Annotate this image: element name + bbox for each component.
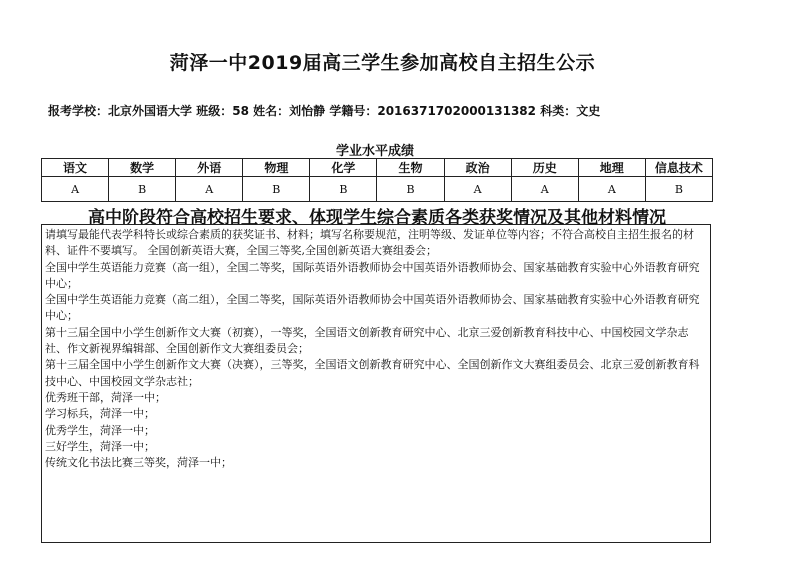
subject-header: 外语: [176, 159, 243, 177]
grade-cell: B: [243, 177, 310, 202]
subject-header: 数学: [109, 159, 176, 177]
category-value: 文史: [576, 104, 601, 118]
grade-cell: B: [377, 177, 444, 202]
award-line: 第十三届全国中小学生创新作文大赛（决赛），三等奖，全国语文创新教育研究中心、全国创新作文大赛组委员会、北京三爱创新教育科技中心、中国校园文学杂志社；: [45, 358, 700, 388]
grade-cell: B: [645, 177, 712, 202]
student-id-value: 2016371702000131382: [377, 104, 537, 118]
award-line: 全国中学生英语能力竞赛（高二组），全国二等奖，国际英语外语教师协会中国英语外语教师协会、国家基础教育实验中心外语教育研究中心；: [45, 293, 700, 323]
subject-header: 历史: [511, 159, 578, 177]
page-title: 菏泽一中2019届高三学生参加高校自主招生公示: [169, 52, 596, 74]
award-line: 学习标兵，菏泽一中；: [45, 407, 155, 421]
subject-header: 化学: [310, 159, 377, 177]
name-value: 刘怡静: [289, 104, 326, 118]
award-line: 第十三届全国中小学生创新作文大赛（初赛），一等奖，全国语文创新教育研究中心、北京三爱创新教育科技中心、中国校园文学杂志社、作文新视界编辑部、全国创新作文大赛组委员会；: [45, 325, 689, 356]
award-line: 三好学生，菏泽一中；: [45, 439, 155, 453]
subject-header: 语文: [42, 159, 109, 177]
subject-header: 生物: [377, 159, 444, 177]
grade-cell: A: [511, 177, 578, 202]
award-line: 优秀学生，菏泽一中；: [45, 423, 155, 437]
subject-header: 信息技术: [645, 159, 712, 177]
category-label: 科类：: [540, 104, 577, 118]
scores-caption: 学业水平成绩: [335, 144, 414, 159]
name-label: 姓名：: [253, 104, 290, 118]
student-id-label: 学籍号：: [329, 104, 378, 118]
award-line: 传统文化书法比赛三等奖，菏泽一中；: [45, 456, 232, 470]
grade-cell: A: [176, 177, 243, 202]
class-value: 58: [232, 104, 249, 118]
grade-cell: A: [444, 177, 511, 202]
award-line: 全国中学生英语能力竞赛（高一组），全国二等奖，国际英语外语教师协会中国英语外语教师协会、国家基础教育实验中心外语教育研究中心；: [45, 260, 700, 290]
scores-table: [41, 158, 713, 202]
grade-cell: B: [109, 177, 176, 202]
awards-box: [41, 224, 711, 543]
subjects-row: [42, 159, 713, 177]
school-value: 北京外国语大学: [108, 104, 193, 118]
grade-cell: B: [310, 177, 377, 202]
student-info: [48, 102, 600, 119]
class-label: 班级：: [196, 104, 233, 118]
school-label: 报考学校：: [48, 104, 109, 118]
subject-header: 政治: [444, 159, 511, 177]
grade-cell: A: [578, 177, 645, 202]
grade-cell: A: [42, 177, 109, 202]
subject-header: 物理: [243, 159, 310, 177]
grades-row: [42, 177, 713, 202]
award-line: 请填写最能代表学科特长或综合素质的获奖证书、材料；填写名称要规范，注明等级、发证单位等内容；不符合高校自主招生报名的材料、证件不要填写。 全国创新英语大赛，全国三等奖,全国创新英语大赛组委会；: [45, 228, 694, 258]
awards-heading: 高中阶段符合高校招生要求、体现学生综合素质各类获奖情况及其他材料情况: [88, 208, 666, 228]
subject-header: 地理: [578, 159, 645, 177]
award-line: 优秀班干部，菏泽一中；: [45, 390, 166, 404]
